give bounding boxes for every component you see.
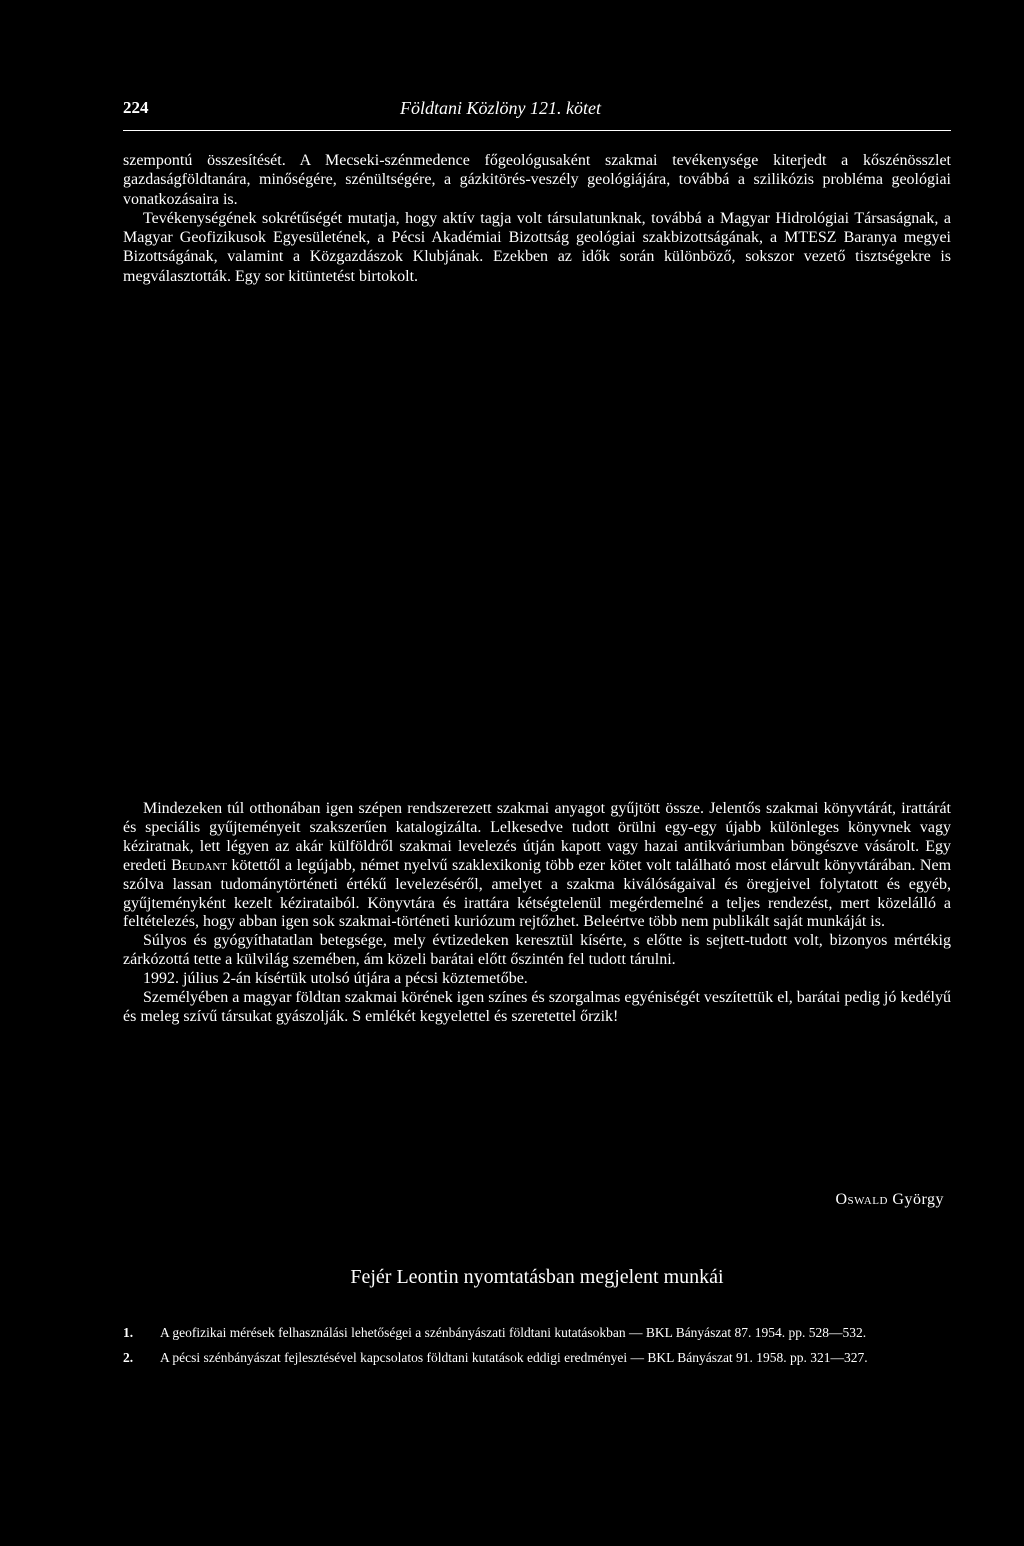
header-rule: [123, 130, 951, 131]
bibliography-list: [123, 1324, 951, 1373]
paragraph-farewell: Személyében a magyar földtan szakmai körének igen színes és szorgalmas egyéniségét veszítettük el, barátai pedig jó kedélyű és meleg szívű társukat gyászolják. S emlékét kegyelettel és szeretettel őrzik!: [123, 989, 951, 1025]
paragraph-collection: [123, 800, 951, 932]
paragraph-collection-rest: kötettől a legújabb, német nyelvű szaklexikonig több ezer kötet volt található most elárvult könyvtárában. Nem szólva lassan tudománytörténeti értékű levelezéséről, amelyet a szakma kiválóságaival és öregjeivel folytatott és egyéb, gyűjteményként kezelt kézirataiból. Könyvtára és irattára kétségtelenül megérdemelné a teljes rendezést, mert közelálló a feltételezés, hogy abban igen sok szakmai-történeti kuriózum rejtőzhet. Beleértve több nem publikált saját munkáját is.: [123, 856, 952, 931]
bibliography-text: A geofizikai mérések felhasználási lehetőségei a szénbányászati földtani kutatásokban — BKL Bányászat 87. 1954. pp. 528—532.: [160, 1325, 867, 1340]
paragraph-funeral: 1992. július 2-án kísértük utolsó útjára a pécsi köztemetőbe.: [143, 970, 528, 988]
bibliography-item: [123, 1324, 951, 1342]
bibliography-number: 1.: [123, 1325, 134, 1340]
journal-title: Földtani Közlöny 121. kötet: [400, 98, 601, 118]
running-header: [123, 98, 951, 128]
author-name-beudant: Beudant: [171, 856, 227, 874]
paragraph-collection-start: Mindezeken túl otthonában igen szépen rendszerezett szakmai anyagot gyűjtött össze. Jelentős szakmai könyvtárát, irattárát és speciális gyűjteményeit szakszerűen katalogizálta. Lelkesedve tudott örülni egy-egy újabb különleges könyvnek vagy kéziratnak, lett légyen az akár külföldről szakmai levelezés útján kapott vagy hazai antikváriumban böngészve vásárolt. Egy eredeti: [123, 800, 951, 874]
bibliography-number: 2.: [123, 1349, 134, 1365]
paragraph-illness: Súlyos és gyógyíthatatlan betegsége, mely évtizedeken keresztül kísérte, s előtte is sejtett-tudott volt, bizonyos mértékig zárkózottá tette a külvilág szemében, ám közeli barátai előtt őszintén fel tudott tárulni.: [123, 932, 951, 969]
signature-given-name: György: [892, 1191, 944, 1208]
bibliography-text: A pécsi szénbányászat fejlesztésével kapcsolatos földtani kutatások eddigi eredményei — BKL Bányászat 91. 1958. pp. 321—327.: [160, 1349, 868, 1365]
bibliography-item: [123, 1349, 951, 1367]
paragraph-continuation: szempontú összesítését. A Mecseki-szénmedence főgeológusaként szakmai tevékenysége kiterjedt a kőszénösszlet gazdaságföldtanára, minőségére, szénültségére, a gázkitörés-veszély geológiájára, továbbá a szilikózis probléma geológiai vonatkozásaira is.: [123, 152, 951, 208]
signature-surname: Oswald: [835, 1191, 888, 1208]
signature: [835, 1191, 944, 1209]
paragraph-activities: Tevékenységének sokrétűségét mutatja, hogy aktív tagja volt társulatunknak, továbbá a Magyar Hidrológiai Társaságnak, a Magyar Geofizikusok Egyesületének, a Pécsi Akadémiai Bizottság geológiai szakbizottságának, a MTESZ Baranya megyei Bizottságának, valamint a Közgazdászok Klubjának. Ezekben az idők során különböző, sokszor vezető tisztségekre is megválasztották. Egy sor kitüntetést birtokolt.: [123, 209, 951, 285]
page-number: 224: [123, 98, 149, 117]
middle-text-block: [123, 800, 951, 1027]
top-text-block: [123, 151, 951, 286]
bibliography-title: Fejér Leontin nyomtatásban megjelent munkái: [350, 1266, 724, 1288]
